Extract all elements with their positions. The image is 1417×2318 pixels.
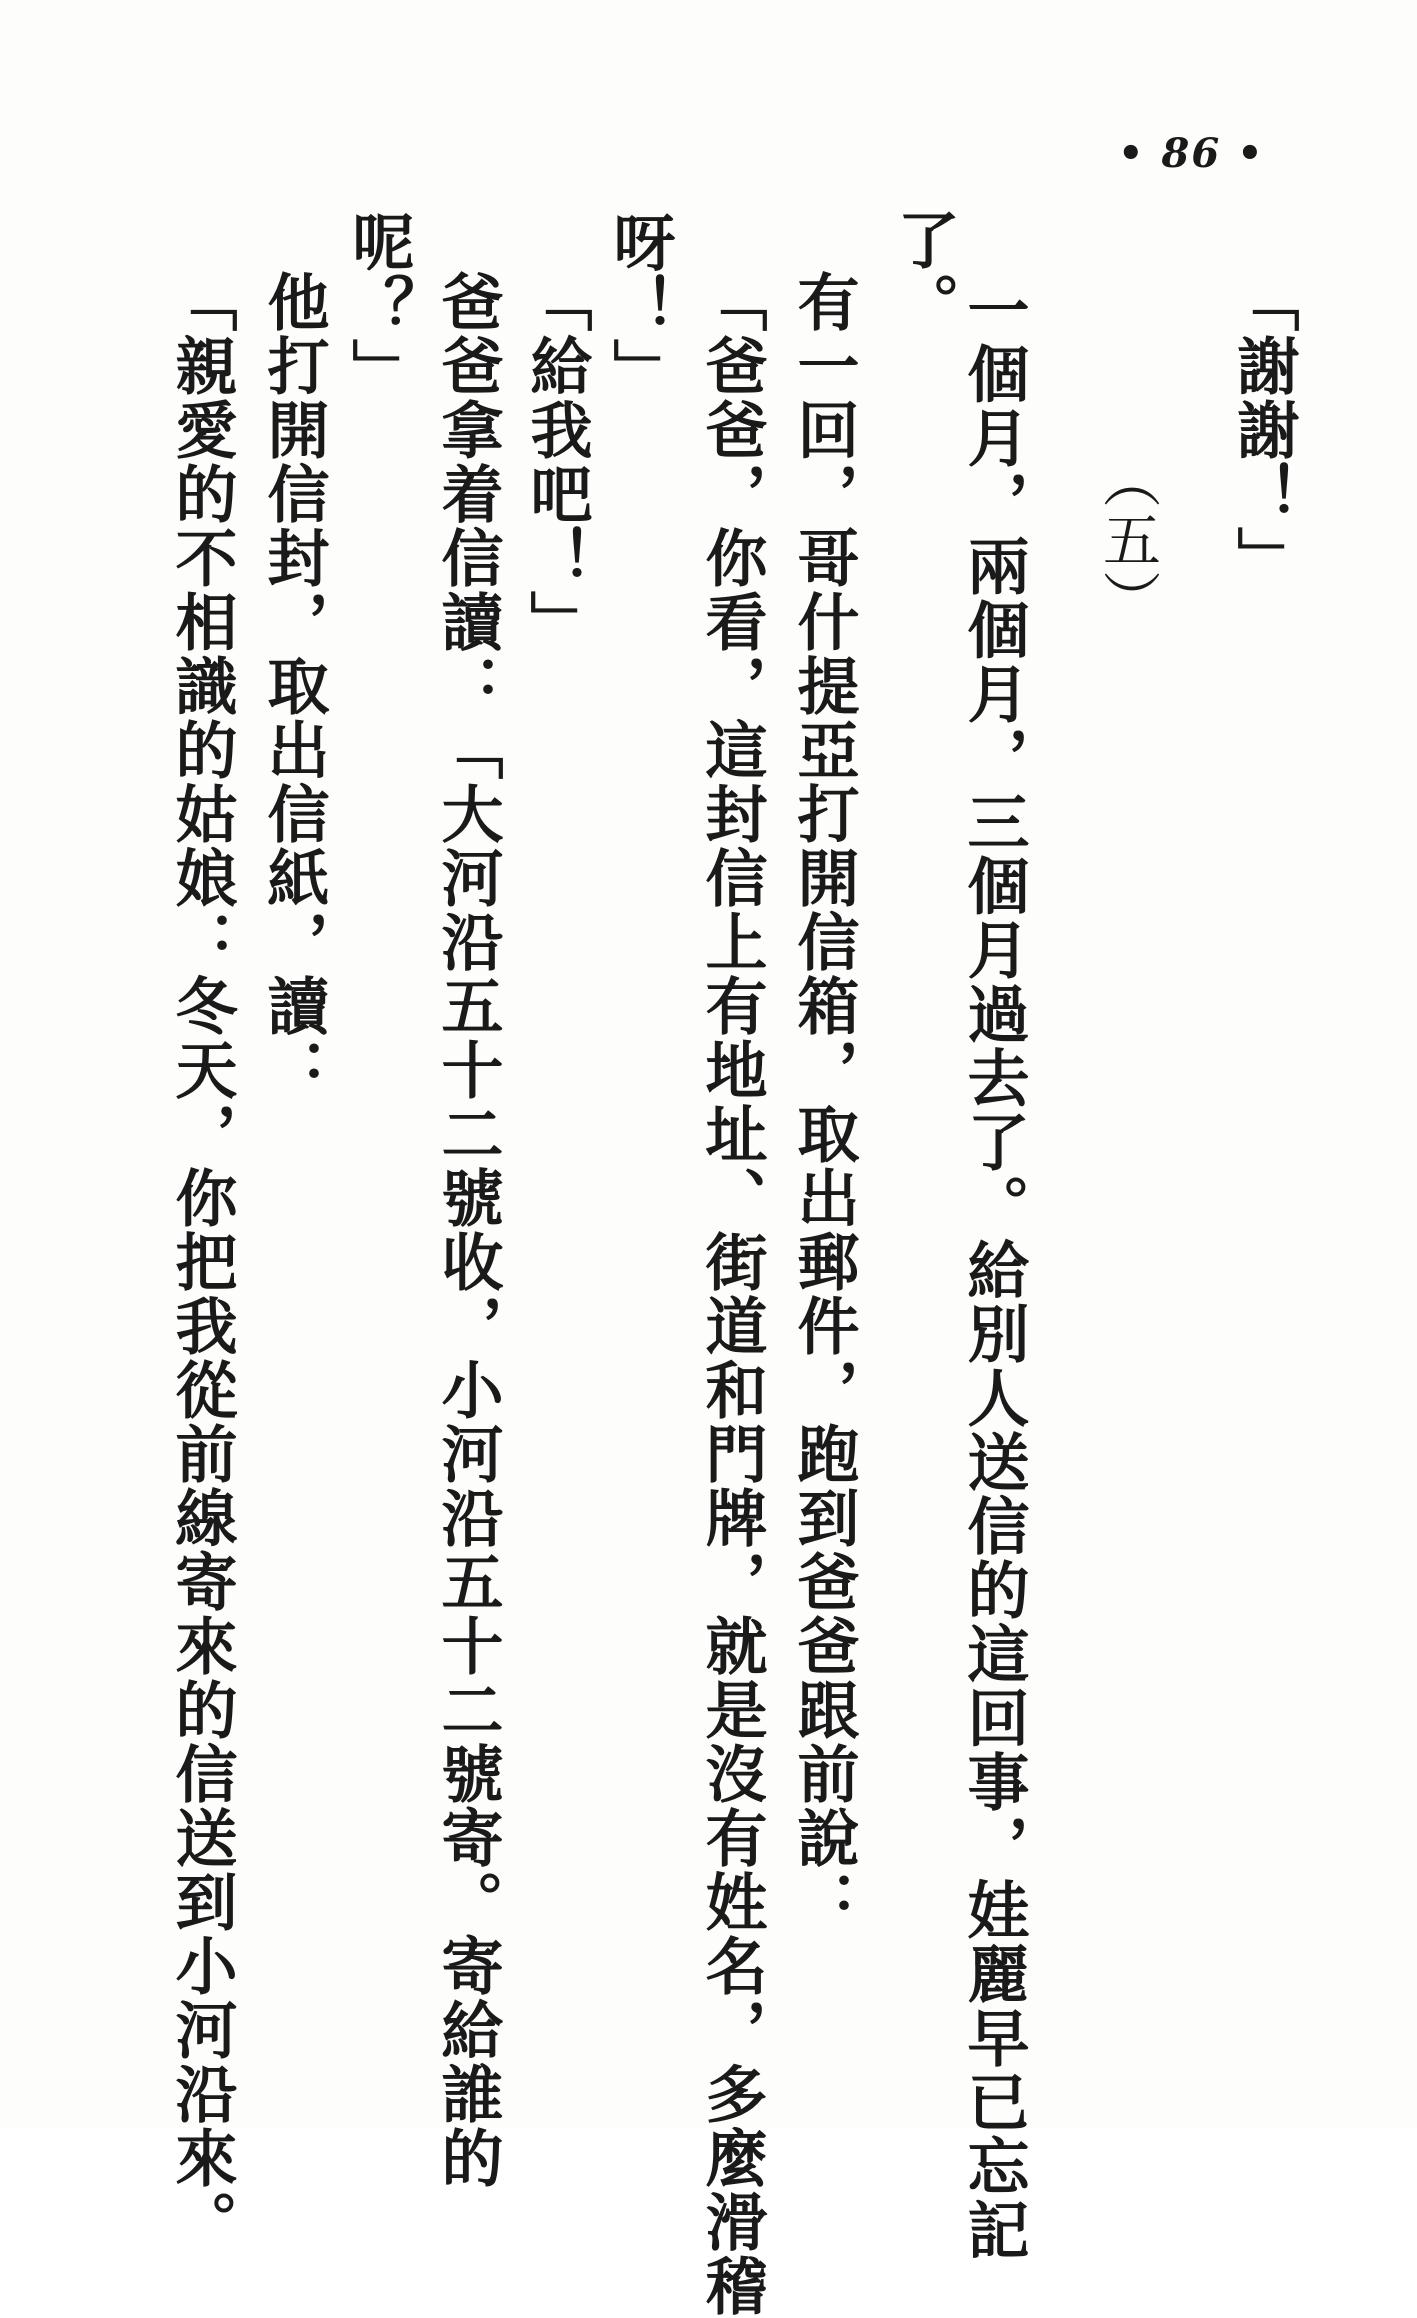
dialogue-line: 「給我吧！」 — [520, 270, 593, 654]
dialogue-line: 「謝謝！」 — [1227, 270, 1300, 590]
paragraph-line: 他打開信封，取出信紙，讀： — [257, 270, 330, 1102]
page-number: • 86 • — [1118, 130, 1265, 177]
chapter-heading: （五） — [1093, 450, 1161, 630]
paragraph-line: 爸爸拿着信讀：「大河沿五十二號收，小河沿五十二號寄。寄給誰的 — [431, 270, 504, 2190]
dialogue-line: 呢？」 — [342, 210, 415, 402]
letter-line: 「親愛的不相識的姑娘：冬天，你把我從前線寄來的信送到小河沿來。 — [165, 270, 238, 2254]
dialogue-line: 呀！」 — [603, 210, 676, 402]
paragraph-line: 了。 — [887, 208, 960, 336]
dialogue-line: 「爸爸，你看，這封信上有地址、街道和門牌，就是沒有姓名，多麼滑稽 — [695, 270, 768, 2318]
paragraph-line: 有一回，哥什提亞打開信箱，取出郵件，跑到爸爸跟前說： — [787, 270, 860, 1934]
paragraph-line: 一個月，兩個月，三個月過去了。給別人送信的這回事，娃麗早已忘記 — [957, 278, 1030, 2262]
